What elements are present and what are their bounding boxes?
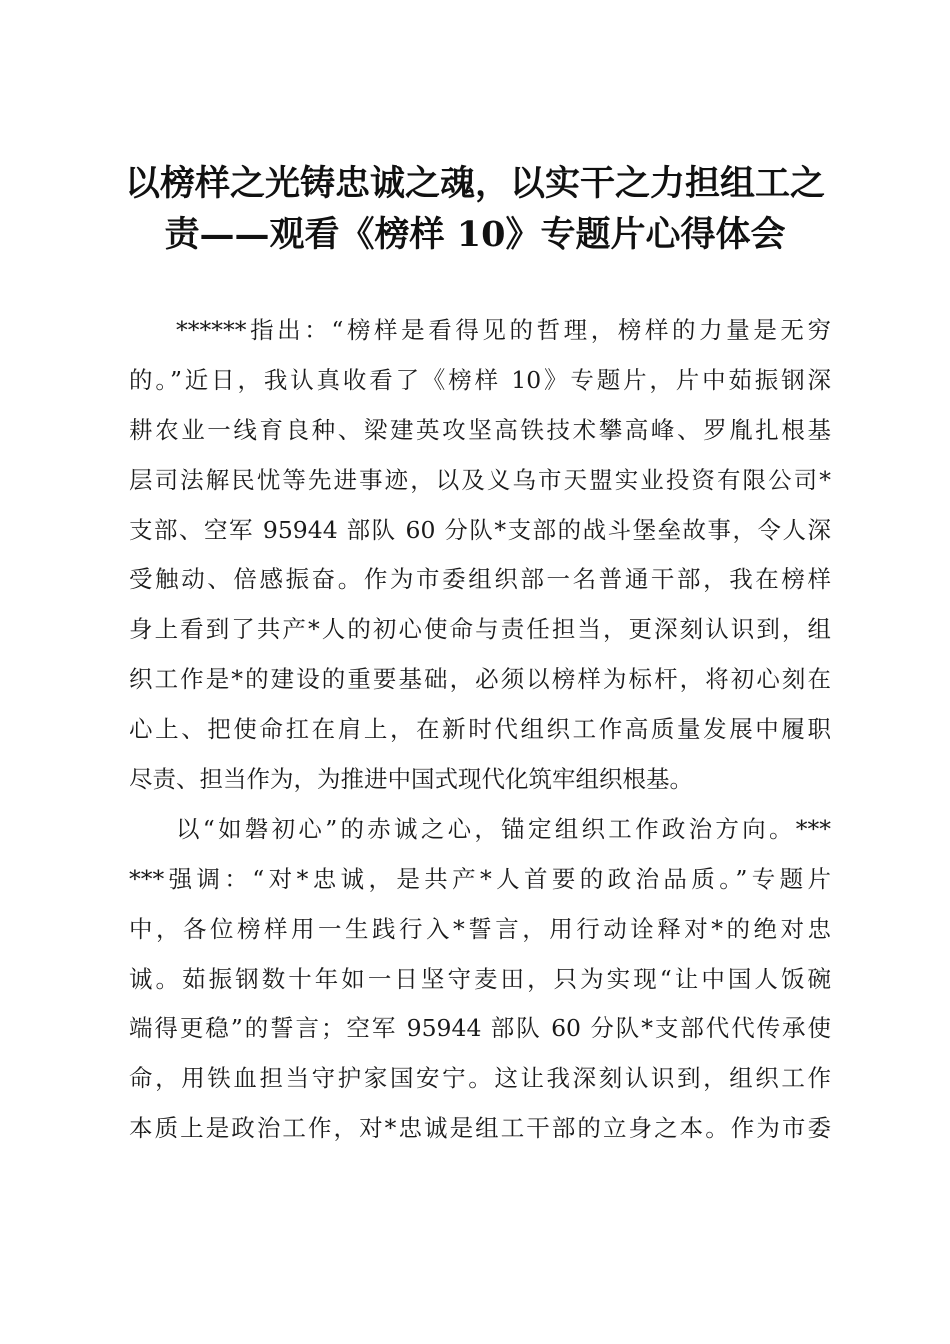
paragraph-line: 诚。茹振钢数十年如一日坚守麦田，只为实现“让中国人饭碗: [129, 964, 831, 993]
paragraph-line: 本质上是政治工作，对*忠诚是组工干部的立身之本。作为市委: [129, 1114, 831, 1143]
paragraph-line: 耕农业一线育良种、梁建英攻坚高铁技术攀高峰、罗胤扎根基: [129, 415, 831, 444]
paragraph-line: 心上、把使命扛在肩上，在新时代组织工作高质量发展中履职: [129, 715, 831, 744]
paragraph-line: 受触动、倍感振奋。作为市委组织部一名普通干部，我在榜样: [129, 565, 831, 594]
paragraph-line: 层司法解民忧等先进事迹，以及义乌市天盟实业投资有限公司*: [129, 465, 831, 494]
paragraph-2: [129, 805, 831, 1154]
paragraph-1: [129, 306, 831, 805]
paragraph-line: 中，各位榜样用一生践行入*誓言，用行动诠释对*的绝对忠: [129, 914, 831, 943]
document-title: [118, 158, 832, 260]
paragraph-line: ***强调：“对*忠诚，是共产*人首要的政治品质。”专题片: [129, 864, 831, 893]
paragraph-line: 的。”近日，我认真收看了《榜样 10》专题片，片中茹振钢深: [129, 365, 831, 394]
document-body: [129, 306, 831, 1154]
title-line-2: 责——观看《榜样 10》专题片心得体会: [164, 214, 786, 255]
paragraph-line: 织工作是*的建设的重要基础，必须以榜样为标杆，将初心刻在: [129, 665, 831, 694]
paragraph-line: 支部、空军 95944 部队 60 分队*支部的战斗堡垒故事，令人深: [129, 515, 831, 544]
paragraph-line: 身上看到了共产*人的初心使命与责任担当，更深刻认识到，组: [129, 615, 831, 644]
paragraph-line: ******指出：“榜样是看得见的哲理，榜样的力量是无穷: [176, 316, 831, 344]
paragraph-line: 以“如磐初心”的赤诚之心，锚定组织工作政治方向。***: [176, 814, 831, 843]
paragraph-line: 端得更稳”的誓言；空军 95944 部队 60 分队*支部代代传承使: [129, 1014, 831, 1043]
paragraph-line: 命，用铁血担当守护家国安宁。这让我深刻认识到，组织工作: [129, 1064, 831, 1093]
title-line-1: 以榜样之光铸忠诚之魂，以实干之力担组工之: [124, 163, 825, 204]
paragraph-line: 尽责、担当作为，为推进中国式现代化筑牢组织根基。: [129, 765, 693, 794]
